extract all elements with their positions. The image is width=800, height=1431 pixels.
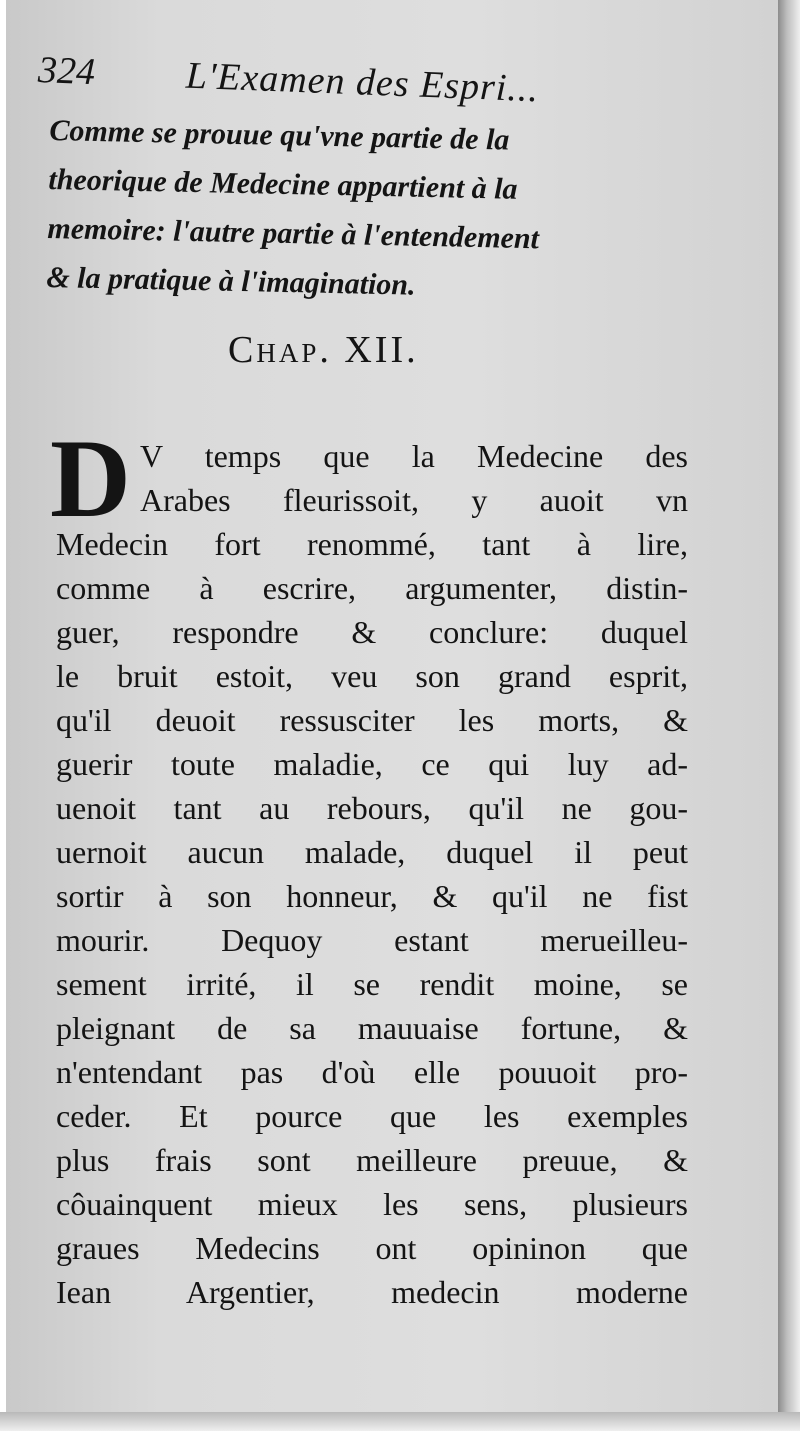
- body-line: le bruit estoit, veu son grand esprit,: [56, 658, 688, 694]
- summary-line: Comme se prouue qu'vne partie de la: [49, 113, 510, 157]
- body-line: guer, respondre & conclure: duquel: [56, 614, 688, 650]
- body-line: guerir toute maladie, ce qui luy ad-: [56, 746, 688, 782]
- body-line: qu'il deuoit ressusciter les morts, &: [56, 702, 688, 738]
- body-line: uenoit tant au rebours, qu'il ne gou-: [56, 790, 688, 826]
- body-line: Arabes fleurissoit, y auoit vn: [140, 482, 688, 518]
- body-line: graues Medecins ont opininon que: [56, 1230, 688, 1266]
- page-number: 324: [37, 49, 96, 94]
- body-line: V temps que la Medecine des: [140, 438, 688, 474]
- body-line: sement irrité, il se rendit moine, se: [56, 966, 688, 1002]
- chapter-summary: [46, 106, 690, 315]
- body-line: uernoit aucun malade, duquel il peut: [56, 834, 688, 870]
- chapter-heading: Chap. XII.: [228, 329, 419, 371]
- body-line: n'entendant pas d'où elle pouuoit pro-: [56, 1054, 688, 1090]
- body-line: Medecin fort renommé, tant à lire,: [56, 526, 688, 562]
- body-line: pleignant de sa mauuaise fortune, &: [56, 1010, 688, 1046]
- body-line: Iean Argentier, medecin moderne: [56, 1274, 688, 1310]
- drop-cap: D: [50, 417, 131, 541]
- page-edge-bottom: [0, 1412, 800, 1431]
- body-line: plus frais sont meilleure preuue, &: [56, 1142, 688, 1178]
- summary-line: memoire: l'autre partie à l'entendement: [47, 211, 540, 256]
- body-line: ceder. Et pource que les exemples: [56, 1098, 688, 1134]
- body-line: mourir. Dequoy estant merueilleu-: [56, 922, 688, 958]
- body-line: côuainquent mieux les sens, plusieurs: [56, 1186, 688, 1222]
- summary-line: theorique de Medecine appartient à la: [48, 162, 518, 206]
- running-head-title: L'Examen des Espri...: [185, 54, 540, 111]
- body-line: comme à escrire, argumenter, distin-: [56, 570, 688, 606]
- summary-line: & la pratique à l'imagination.: [46, 260, 416, 302]
- page-edge-right: [778, 0, 800, 1431]
- body-line: sortir à son honneur, & qu'il ne fist: [56, 878, 688, 914]
